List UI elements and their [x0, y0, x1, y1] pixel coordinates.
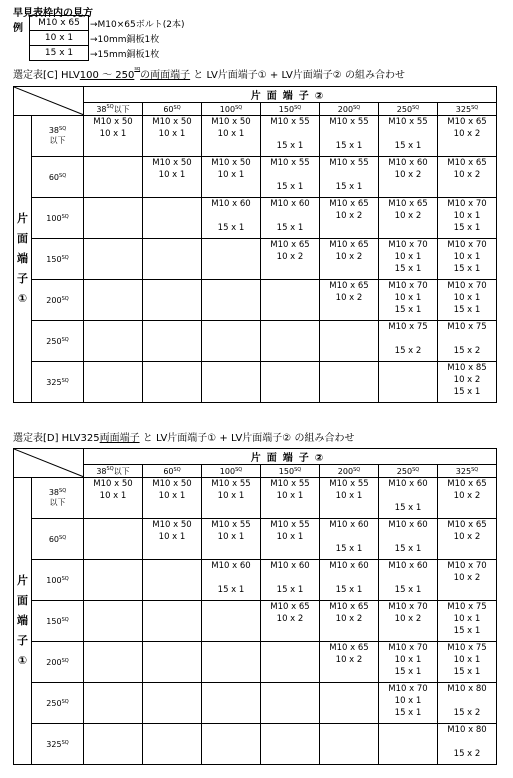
- table-cell: M10 x 70 10 x 1 15 x 1: [379, 239, 438, 280]
- table-row: [14, 321, 497, 362]
- table-row: [14, 198, 497, 239]
- column-header-250: $250^{SQ}$: [379, 103, 438, 116]
- table-cell: M10 x 65 10 x 2: [438, 519, 497, 560]
- table-corner: [14, 449, 84, 478]
- table-cell: [320, 362, 379, 403]
- table-cell: M10 x 60 15 x 1: [261, 560, 320, 601]
- table-cell: [261, 683, 320, 724]
- table-cell: M10 x 80 15 x 2: [438, 683, 497, 724]
- table-cell: [143, 601, 202, 642]
- table-cell: [320, 724, 379, 765]
- table-row: [14, 478, 497, 519]
- table-cell: M10 x 60 15 x 1: [261, 198, 320, 239]
- table-cell: M10 x 65 10 x 2: [320, 280, 379, 321]
- column-header-200: $200^{SQ}$: [320, 465, 379, 478]
- table-cell: [143, 280, 202, 321]
- legend-bolt-label: M10 x 65: [30, 16, 88, 31]
- table-cell: [84, 642, 143, 683]
- table-cell: [320, 321, 379, 362]
- table-row: [14, 519, 497, 560]
- row-header-150: $150^{SQ}$: [32, 239, 84, 280]
- table-cell: M10 x 50 10 x 1: [202, 157, 261, 198]
- table-cell: M10 x 65 10 x 2: [438, 157, 497, 198]
- table-cell: [84, 362, 143, 403]
- column-header-38: $38^{SQ}$以下: [84, 103, 143, 116]
- row-header-38: $38^{SQ}$ 以下: [32, 116, 84, 157]
- table-cell: M10 x 60 15 x 1: [202, 560, 261, 601]
- table-cell: M10 x 70 10 x 1 15 x 1: [438, 198, 497, 239]
- row-header-250: $250^{SQ}$: [32, 321, 84, 362]
- table-row: [14, 601, 497, 642]
- selection-table-c: [13, 86, 497, 403]
- table-cell: M10 x 75 10 x 1 15 x 1: [438, 642, 497, 683]
- selection-table-d: [13, 448, 497, 765]
- row-group-header: 片 面 端 子 ①: [14, 116, 32, 403]
- table-cell: [84, 157, 143, 198]
- table-cell: M10 x 60 15 x 1: [379, 519, 438, 560]
- table-cell: M10 x 70 10 x 1 15 x 1: [379, 280, 438, 321]
- table-cell: [143, 321, 202, 362]
- table-cell: M10 x 55 15 x 1: [261, 116, 320, 157]
- table-cell: M10 x 65 10 x 2: [320, 642, 379, 683]
- table-cell: M10 x 75 10 x 1 15 x 1: [438, 601, 497, 642]
- section-c-title-range: 100 ～ 250: [79, 70, 135, 81]
- table-cell: [320, 683, 379, 724]
- table-cell: [84, 321, 143, 362]
- column-header-150: $150^{SQ}$: [261, 103, 320, 116]
- table-cell: [143, 560, 202, 601]
- table-cell: [261, 321, 320, 362]
- table-cell: M10 x 55 10 x 1: [261, 478, 320, 519]
- table-row: [14, 724, 497, 765]
- table-cell: M10 x 80 15 x 2: [438, 724, 497, 765]
- legend-bolt-meaning: →M10×65ボルト(2本): [90, 20, 185, 30]
- table-row: [14, 642, 497, 683]
- table-cell: M10 x 65 10 x 2: [438, 478, 497, 519]
- table-row: [14, 362, 497, 403]
- column-header-38: $38^{SQ}$以下: [84, 465, 143, 478]
- row-header-200: $200^{SQ}$: [32, 280, 84, 321]
- table-cell: M10 x 50 10 x 1: [84, 116, 143, 157]
- table-cell: [84, 519, 143, 560]
- column-header-100: $100^{SQ}$: [202, 103, 261, 116]
- legend-example-label: 例: [13, 23, 23, 34]
- table-row: [14, 280, 497, 321]
- table-cell: M10 x 85 10 x 2 15 x 1: [438, 362, 497, 403]
- table-cell: [202, 601, 261, 642]
- table-cell: [143, 642, 202, 683]
- column-header-150: $150^{SQ}$: [261, 465, 320, 478]
- table-cell: M10 x 55 10 x 1: [261, 519, 320, 560]
- table-cell: M10 x 55 10 x 1: [202, 519, 261, 560]
- column-header-325: $325^{SQ}$: [438, 103, 497, 116]
- table-cell: M10 x 65 10 x 2: [261, 601, 320, 642]
- table-cell: [84, 280, 143, 321]
- table-cell: M10 x 70 10 x 2: [438, 560, 497, 601]
- table-cell: M10 x 60 15 x 1: [320, 560, 379, 601]
- table-cell: [261, 642, 320, 683]
- column-header-60: $60^{SQ}$: [143, 465, 202, 478]
- table-cell: M10 x 65 10 x 2: [320, 239, 379, 280]
- table-cell: [202, 362, 261, 403]
- table-cell: [143, 683, 202, 724]
- row-group-header: 片 面 端 子 ①: [14, 478, 32, 765]
- section-d-title-kind: 両面端子: [99, 433, 140, 444]
- table-cell: M10 x 55 15 x 1: [261, 157, 320, 198]
- table-cell: M10 x 60 15 x 1: [379, 560, 438, 601]
- table-cell: M10 x 60 15 x 1: [202, 198, 261, 239]
- legend-box: [29, 15, 89, 61]
- table-cell: [84, 601, 143, 642]
- table-cell: M10 x 70 10 x 1 15 x 1: [379, 642, 438, 683]
- table-cell: [84, 198, 143, 239]
- table-cell: M10 x 70 10 x 1 15 x 1: [438, 280, 497, 321]
- table-cell: M10 x 75 15 x 2: [379, 321, 438, 362]
- table-cell: M10 x 70 10 x 1 15 x 1: [379, 683, 438, 724]
- row-header-100: $100^{SQ}$: [32, 560, 84, 601]
- table-cell: [143, 198, 202, 239]
- table-row: [14, 116, 497, 157]
- legend-plate10-meaning: →10mm銅板1枚: [90, 35, 160, 45]
- table-cell: M10 x 65 10 x 2: [379, 198, 438, 239]
- table-cell: M10 x 50 10 x 1: [84, 478, 143, 519]
- table-cell: M10 x 70 10 x 1 15 x 1: [438, 239, 497, 280]
- row-header-38: $38^{SQ}$ 以下: [32, 478, 84, 519]
- legend-plate15-label: 15 x 1: [44, 48, 74, 58]
- table-cell: [202, 724, 261, 765]
- section-c-title-rest: と LV片面端子① + LV片面端子② の組み合わせ: [190, 70, 405, 81]
- table-cell: [84, 560, 143, 601]
- table-cell: M10 x 65 10 x 2: [320, 198, 379, 239]
- table-cell: [261, 362, 320, 403]
- table-cell: M10 x 55 15 x 1: [320, 157, 379, 198]
- table-cell: [143, 239, 202, 280]
- legend-plate10-label: 10 x 1: [30, 31, 88, 46]
- column-header-325: $325^{SQ}$: [438, 465, 497, 478]
- table-cell: [84, 239, 143, 280]
- row-header-100: $100^{SQ}$: [32, 198, 84, 239]
- column-header-200: $200^{SQ}$: [320, 103, 379, 116]
- column-group-header: 片面端子②: [84, 449, 497, 465]
- table-cell: M10 x 65 10 x 2: [261, 239, 320, 280]
- legend-plate15-meaning: →15mm銅板1枚: [90, 50, 160, 60]
- section-d-title-prefix: 選定表[D] HLV325: [13, 433, 100, 444]
- row-header-200: $200^{SQ}$: [32, 642, 84, 683]
- column-group-header: 片面端子②: [84, 87, 497, 103]
- table-cell: M10 x 55 10 x 1: [320, 478, 379, 519]
- column-header-60: $60^{SQ}$: [143, 103, 202, 116]
- row-header-60: $60^{SQ}$: [32, 519, 84, 560]
- section-d-title-rest: と LV片面端子① + LV片面端子② の組み合わせ: [139, 433, 355, 444]
- row-header-325: $325^{SQ}$: [32, 362, 84, 403]
- table-cell: M10 x 60 15 x 1: [379, 478, 438, 519]
- table-cell: M10 x 60 15 x 1: [320, 519, 379, 560]
- table-cell: [202, 239, 261, 280]
- table-cell: [379, 724, 438, 765]
- table-corner: [14, 87, 84, 116]
- table-row: [14, 560, 497, 601]
- table-cell: [261, 724, 320, 765]
- row-header-250: $250^{SQ}$: [32, 683, 84, 724]
- table-cell: M10 x 75 15 x 2: [438, 321, 497, 362]
- column-header-100: $100^{SQ}$: [202, 465, 261, 478]
- table-cell: M10 x 50 10 x 1: [202, 116, 261, 157]
- section-c-title-prefix: 選定表[C] HLV: [13, 70, 80, 81]
- section-c-title-kind: の両面端子: [140, 70, 191, 81]
- table-cell: M10 x 65 10 x 2: [438, 116, 497, 157]
- table-cell: [143, 724, 202, 765]
- table-cell: M10 x 60 10 x 2: [379, 157, 438, 198]
- table-cell: [202, 642, 261, 683]
- table-cell: [379, 362, 438, 403]
- table-cell: [84, 724, 143, 765]
- table-row: [14, 683, 497, 724]
- row-header-325: $325^{SQ}$: [32, 724, 84, 765]
- table-cell: M10 x 50 10 x 1: [143, 116, 202, 157]
- table-row: [14, 239, 497, 280]
- row-header-60: $60^{SQ}$: [32, 157, 84, 198]
- table-cell: [261, 280, 320, 321]
- legend-title: 早見表枠内の見方: [13, 8, 93, 19]
- table-cell: [202, 280, 261, 321]
- table-cell: [202, 321, 261, 362]
- table-cell: M10 x 50 10 x 1: [143, 157, 202, 198]
- table-cell: [202, 683, 261, 724]
- table-cell: M10 x 55 15 x 1: [379, 116, 438, 157]
- table-cell: M10 x 65 10 x 2: [320, 601, 379, 642]
- table-row: [14, 157, 497, 198]
- table-cell: M10 x 50 10 x 1: [143, 478, 202, 519]
- table-cell: M10 x 55 15 x 1: [320, 116, 379, 157]
- table-cell: [143, 362, 202, 403]
- column-header-250: $250^{SQ}$: [379, 465, 438, 478]
- table-cell: M10 x 50 10 x 1: [143, 519, 202, 560]
- section-c-title-sq: sq: [134, 66, 141, 72]
- table-cell: [84, 683, 143, 724]
- section-d-title: [13, 429, 354, 444]
- table-cell: M10 x 55 10 x 1: [202, 478, 261, 519]
- row-header-150: $150^{SQ}$: [32, 601, 84, 642]
- table-cell: M10 x 70 10 x 2: [379, 601, 438, 642]
- section-c-title: [13, 66, 405, 81]
